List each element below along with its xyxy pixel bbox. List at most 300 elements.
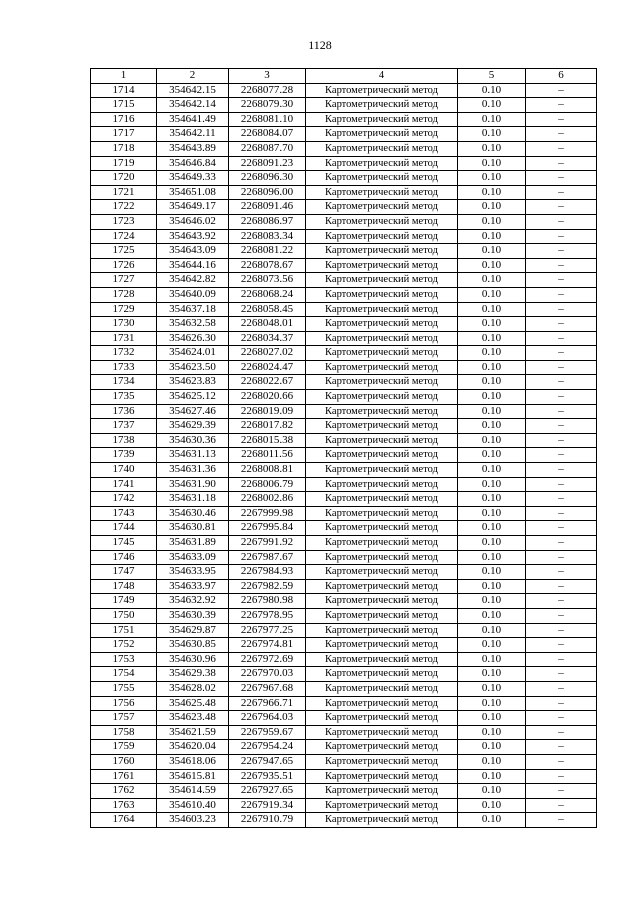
x-coordinate-cell: 354631.18 [157, 492, 229, 507]
method-cell: Картометрический метод [306, 360, 458, 375]
point-number-cell: 1723 [91, 214, 157, 229]
point-number-cell: 1745 [91, 536, 157, 551]
method-cell: Картометрический метод [306, 608, 458, 623]
accuracy-cell: 0.10 [458, 287, 526, 302]
method-cell: Картометрический метод [306, 244, 458, 259]
method-cell: Картометрический метод [306, 98, 458, 113]
accuracy-cell: 0.10 [458, 696, 526, 711]
description-cell: – [526, 521, 597, 536]
table-row [91, 608, 597, 623]
accuracy-cell: 0.10 [458, 141, 526, 156]
x-coordinate-cell: 354623.50 [157, 360, 229, 375]
column-header: 2 [157, 69, 229, 84]
accuracy-cell: 0.10 [458, 273, 526, 288]
table-row [91, 287, 597, 302]
table-row [91, 390, 597, 405]
accuracy-cell: 0.10 [458, 346, 526, 361]
column-header: 1 [91, 69, 157, 84]
point-number-cell: 1749 [91, 594, 157, 609]
accuracy-cell: 0.10 [458, 813, 526, 828]
x-coordinate-cell: 354641.49 [157, 112, 229, 127]
point-number-cell: 1736 [91, 404, 157, 419]
accuracy-cell: 0.10 [458, 477, 526, 492]
x-coordinate-cell: 354633.95 [157, 565, 229, 580]
x-coordinate-cell: 354632.92 [157, 594, 229, 609]
y-coordinate-cell: 2267970.03 [229, 667, 306, 682]
accuracy-cell: 0.10 [458, 404, 526, 419]
table-row [91, 171, 597, 186]
description-cell: – [526, 214, 597, 229]
method-cell: Картометрический метод [306, 550, 458, 565]
table-row [91, 813, 597, 828]
table-row [91, 681, 597, 696]
method-cell: Картометрический метод [306, 141, 458, 156]
x-coordinate-cell: 354630.36 [157, 433, 229, 448]
point-number-cell: 1720 [91, 171, 157, 186]
x-coordinate-cell: 354603.23 [157, 813, 229, 828]
y-coordinate-cell: 2268058.45 [229, 302, 306, 317]
description-cell: – [526, 185, 597, 200]
accuracy-cell: 0.10 [458, 463, 526, 478]
description-cell: – [526, 506, 597, 521]
x-coordinate-cell: 354623.83 [157, 375, 229, 390]
table-row [91, 229, 597, 244]
description-cell: – [526, 594, 597, 609]
method-cell: Картометрический метод [306, 273, 458, 288]
point-number-cell: 1728 [91, 287, 157, 302]
table-row [91, 404, 597, 419]
method-cell: Картометрический метод [306, 156, 458, 171]
accuracy-cell: 0.10 [458, 433, 526, 448]
point-number-cell: 1762 [91, 784, 157, 799]
y-coordinate-cell: 2267974.81 [229, 638, 306, 653]
method-cell: Картометрический метод [306, 433, 458, 448]
table-row [91, 623, 597, 638]
accuracy-cell: 0.10 [458, 652, 526, 667]
y-coordinate-cell: 2268048.01 [229, 317, 306, 332]
point-number-cell: 1727 [91, 273, 157, 288]
table-row [91, 346, 597, 361]
description-cell: – [526, 448, 597, 463]
table-row [91, 141, 597, 156]
y-coordinate-cell: 2267995.84 [229, 521, 306, 536]
method-cell: Картометрический метод [306, 769, 458, 784]
method-cell: Картометрический метод [306, 287, 458, 302]
x-coordinate-cell: 354629.87 [157, 623, 229, 638]
description-cell: – [526, 492, 597, 507]
table-row [91, 492, 597, 507]
accuracy-cell: 0.10 [458, 725, 526, 740]
accuracy-cell: 0.10 [458, 506, 526, 521]
method-cell: Картометрический метод [306, 725, 458, 740]
accuracy-cell: 0.10 [458, 317, 526, 332]
accuracy-cell: 0.10 [458, 390, 526, 405]
y-coordinate-cell: 2267967.68 [229, 681, 306, 696]
method-cell: Картометрический метод [306, 798, 458, 813]
accuracy-cell: 0.10 [458, 740, 526, 755]
description-cell: – [526, 813, 597, 828]
accuracy-cell: 0.10 [458, 302, 526, 317]
accuracy-cell: 0.10 [458, 200, 526, 215]
point-number-cell: 1724 [91, 229, 157, 244]
y-coordinate-cell: 2268086.97 [229, 214, 306, 229]
table-row [91, 667, 597, 682]
point-number-cell: 1717 [91, 127, 157, 142]
table-row [91, 798, 597, 813]
table-row [91, 317, 597, 332]
accuracy-cell: 0.10 [458, 419, 526, 434]
accuracy-cell: 0.10 [458, 244, 526, 259]
description-cell: – [526, 273, 597, 288]
table-row [91, 550, 597, 565]
y-coordinate-cell: 2268079.30 [229, 98, 306, 113]
y-coordinate-cell: 2268083.34 [229, 229, 306, 244]
accuracy-cell: 0.10 [458, 448, 526, 463]
accuracy-cell: 0.10 [458, 171, 526, 186]
method-cell: Картометрический метод [306, 375, 458, 390]
method-cell: Картометрический метод [306, 404, 458, 419]
table-row [91, 579, 597, 594]
x-coordinate-cell: 354615.81 [157, 769, 229, 784]
accuracy-cell: 0.10 [458, 229, 526, 244]
point-number-cell: 1743 [91, 506, 157, 521]
x-coordinate-cell: 354643.09 [157, 244, 229, 259]
y-coordinate-cell: 2268077.28 [229, 83, 306, 98]
x-coordinate-cell: 354630.46 [157, 506, 229, 521]
accuracy-cell: 0.10 [458, 608, 526, 623]
x-coordinate-cell: 354625.12 [157, 390, 229, 405]
y-coordinate-cell: 2268006.79 [229, 477, 306, 492]
y-coordinate-cell: 2268081.22 [229, 244, 306, 259]
description-cell: – [526, 419, 597, 434]
y-coordinate-cell: 2268096.00 [229, 185, 306, 200]
method-cell: Картометрический метод [306, 448, 458, 463]
accuracy-cell: 0.10 [458, 521, 526, 536]
accuracy-cell: 0.10 [458, 331, 526, 346]
method-cell: Картометрический метод [306, 214, 458, 229]
description-cell: – [526, 112, 597, 127]
method-cell: Картометрический метод [306, 667, 458, 682]
y-coordinate-cell: 2267910.79 [229, 813, 306, 828]
x-coordinate-cell: 354624.01 [157, 346, 229, 361]
y-coordinate-cell: 2268096.30 [229, 171, 306, 186]
table-row [91, 433, 597, 448]
table-row [91, 477, 597, 492]
point-number-cell: 1729 [91, 302, 157, 317]
point-number-cell: 1763 [91, 798, 157, 813]
method-cell: Картометрический метод [306, 302, 458, 317]
point-number-cell: 1739 [91, 448, 157, 463]
x-coordinate-cell: 354630.39 [157, 608, 229, 623]
description-cell: – [526, 623, 597, 638]
accuracy-cell: 0.10 [458, 565, 526, 580]
point-number-cell: 1721 [91, 185, 157, 200]
x-coordinate-cell: 354642.82 [157, 273, 229, 288]
point-number-cell: 1741 [91, 477, 157, 492]
description-cell: – [526, 127, 597, 142]
accuracy-cell: 0.10 [458, 550, 526, 565]
y-coordinate-cell: 2268015.38 [229, 433, 306, 448]
table-row [91, 273, 597, 288]
method-cell: Картометрический метод [306, 346, 458, 361]
method-cell: Картометрический метод [306, 419, 458, 434]
accuracy-cell: 0.10 [458, 83, 526, 98]
accuracy-cell: 0.10 [458, 492, 526, 507]
point-number-cell: 1730 [91, 317, 157, 332]
point-number-cell: 1738 [91, 433, 157, 448]
x-coordinate-cell: 354629.38 [157, 667, 229, 682]
point-number-cell: 1733 [91, 360, 157, 375]
x-coordinate-cell: 354621.59 [157, 725, 229, 740]
description-cell: – [526, 463, 597, 478]
method-cell: Картометрический метод [306, 83, 458, 98]
x-coordinate-cell: 354633.09 [157, 550, 229, 565]
description-cell: – [526, 477, 597, 492]
y-coordinate-cell: 2267978.95 [229, 608, 306, 623]
x-coordinate-cell: 354630.96 [157, 652, 229, 667]
method-cell: Картометрический метод [306, 521, 458, 536]
table-row [91, 83, 597, 98]
description-cell: – [526, 798, 597, 813]
method-cell: Картометрический метод [306, 696, 458, 711]
accuracy-cell: 0.10 [458, 360, 526, 375]
description-cell: – [526, 404, 597, 419]
description-cell: – [526, 258, 597, 273]
table-row [91, 521, 597, 536]
y-coordinate-cell: 2267964.03 [229, 711, 306, 726]
point-number-cell: 1761 [91, 769, 157, 784]
point-number-cell: 1764 [91, 813, 157, 828]
description-cell: – [526, 652, 597, 667]
accuracy-cell: 0.10 [458, 185, 526, 200]
table-row [91, 784, 597, 799]
point-number-cell: 1750 [91, 608, 157, 623]
table-header-row [91, 69, 597, 84]
accuracy-cell: 0.10 [458, 784, 526, 799]
point-number-cell: 1735 [91, 390, 157, 405]
method-cell: Картометрический метод [306, 200, 458, 215]
x-coordinate-cell: 354642.15 [157, 83, 229, 98]
point-number-cell: 1752 [91, 638, 157, 653]
y-coordinate-cell: 2267982.59 [229, 579, 306, 594]
accuracy-cell: 0.10 [458, 98, 526, 113]
y-coordinate-cell: 2268017.82 [229, 419, 306, 434]
description-cell: – [526, 550, 597, 565]
point-number-cell: 1759 [91, 740, 157, 755]
x-coordinate-cell: 354626.30 [157, 331, 229, 346]
y-coordinate-cell: 2267977.25 [229, 623, 306, 638]
method-cell: Картометрический метод [306, 185, 458, 200]
description-cell: – [526, 769, 597, 784]
description-cell: – [526, 696, 597, 711]
point-number-cell: 1737 [91, 419, 157, 434]
y-coordinate-cell: 2268019.09 [229, 404, 306, 419]
description-cell: – [526, 565, 597, 580]
y-coordinate-cell: 2268020.66 [229, 390, 306, 405]
point-number-cell: 1753 [91, 652, 157, 667]
x-coordinate-cell: 354620.04 [157, 740, 229, 755]
table-row [91, 463, 597, 478]
x-coordinate-cell: 354630.81 [157, 521, 229, 536]
point-number-cell: 1758 [91, 725, 157, 740]
y-coordinate-cell: 2268034.37 [229, 331, 306, 346]
method-cell: Картометрический метод [306, 740, 458, 755]
point-number-cell: 1715 [91, 98, 157, 113]
description-cell: – [526, 638, 597, 653]
table-row [91, 638, 597, 653]
x-coordinate-cell: 354646.02 [157, 214, 229, 229]
x-coordinate-cell: 354651.08 [157, 185, 229, 200]
method-cell: Картометрический метод [306, 390, 458, 405]
table-row [91, 419, 597, 434]
point-number-cell: 1754 [91, 667, 157, 682]
accuracy-cell: 0.10 [458, 681, 526, 696]
y-coordinate-cell: 2268008.81 [229, 463, 306, 478]
accuracy-cell: 0.10 [458, 798, 526, 813]
point-number-cell: 1734 [91, 375, 157, 390]
description-cell: – [526, 302, 597, 317]
column-header: 5 [458, 69, 526, 84]
x-coordinate-cell: 354649.33 [157, 171, 229, 186]
table-row [91, 98, 597, 113]
method-cell: Картометрический метод [306, 463, 458, 478]
y-coordinate-cell: 2268091.46 [229, 200, 306, 215]
table-row [91, 740, 597, 755]
point-number-cell: 1722 [91, 200, 157, 215]
x-coordinate-cell: 354643.92 [157, 229, 229, 244]
point-number-cell: 1760 [91, 754, 157, 769]
x-coordinate-cell: 354631.13 [157, 448, 229, 463]
x-coordinate-cell: 354610.40 [157, 798, 229, 813]
table-row [91, 594, 597, 609]
table-row [91, 302, 597, 317]
x-coordinate-cell: 354643.89 [157, 141, 229, 156]
y-coordinate-cell: 2268073.56 [229, 273, 306, 288]
description-cell: – [526, 725, 597, 740]
y-coordinate-cell: 2267927.65 [229, 784, 306, 799]
y-coordinate-cell: 2268081.10 [229, 112, 306, 127]
method-cell: Картометрический метод [306, 754, 458, 769]
description-cell: – [526, 156, 597, 171]
accuracy-cell: 0.10 [458, 594, 526, 609]
column-header: 3 [229, 69, 306, 84]
point-number-cell: 1744 [91, 521, 157, 536]
table-row [91, 754, 597, 769]
x-coordinate-cell: 354628.02 [157, 681, 229, 696]
x-coordinate-cell: 354633.97 [157, 579, 229, 594]
y-coordinate-cell: 2267919.34 [229, 798, 306, 813]
column-header: 4 [306, 69, 458, 84]
point-number-cell: 1718 [91, 141, 157, 156]
point-number-cell: 1756 [91, 696, 157, 711]
accuracy-cell: 0.10 [458, 667, 526, 682]
description-cell: – [526, 579, 597, 594]
description-cell: – [526, 754, 597, 769]
y-coordinate-cell: 2267959.67 [229, 725, 306, 740]
x-coordinate-cell: 354644.16 [157, 258, 229, 273]
x-coordinate-cell: 354630.85 [157, 638, 229, 653]
page-number: 1128 [308, 38, 332, 52]
method-cell: Картометрический метод [306, 623, 458, 638]
table-row [91, 360, 597, 375]
table-row [91, 725, 597, 740]
method-cell: Картометрический метод [306, 506, 458, 521]
description-cell: – [526, 287, 597, 302]
y-coordinate-cell: 2267947.65 [229, 754, 306, 769]
table-row [91, 214, 597, 229]
description-cell: – [526, 681, 597, 696]
table-row [91, 696, 597, 711]
x-coordinate-cell: 354637.18 [157, 302, 229, 317]
table-row [91, 375, 597, 390]
y-coordinate-cell: 2268011.56 [229, 448, 306, 463]
x-coordinate-cell: 354614.59 [157, 784, 229, 799]
accuracy-cell: 0.10 [458, 112, 526, 127]
point-number-cell: 1716 [91, 112, 157, 127]
table-row [91, 331, 597, 346]
point-number-cell: 1746 [91, 550, 157, 565]
method-cell: Картометрический метод [306, 331, 458, 346]
accuracy-cell: 0.10 [458, 623, 526, 638]
method-cell: Картометрический метод [306, 112, 458, 127]
point-number-cell: 1719 [91, 156, 157, 171]
method-cell: Картометрический метод [306, 229, 458, 244]
table-row [91, 200, 597, 215]
accuracy-cell: 0.10 [458, 579, 526, 594]
method-cell: Картометрический метод [306, 711, 458, 726]
y-coordinate-cell: 2267935.51 [229, 769, 306, 784]
x-coordinate-cell: 354618.06 [157, 754, 229, 769]
table-row [91, 185, 597, 200]
table-row [91, 652, 597, 667]
description-cell: – [526, 98, 597, 113]
description-cell: – [526, 229, 597, 244]
method-cell: Картометрический метод [306, 652, 458, 667]
method-cell: Картометрический метод [306, 536, 458, 551]
point-number-cell: 1751 [91, 623, 157, 638]
y-coordinate-cell: 2267972.69 [229, 652, 306, 667]
point-number-cell: 1748 [91, 579, 157, 594]
table-row [91, 769, 597, 784]
table-row [91, 536, 597, 551]
y-coordinate-cell: 2268027.02 [229, 346, 306, 361]
method-cell: Картометрический метод [306, 477, 458, 492]
method-cell: Картометрический метод [306, 492, 458, 507]
description-cell: – [526, 711, 597, 726]
y-coordinate-cell: 2268078.67 [229, 258, 306, 273]
table-row [91, 156, 597, 171]
accuracy-cell: 0.10 [458, 375, 526, 390]
y-coordinate-cell: 2267984.93 [229, 565, 306, 580]
table-body [91, 83, 597, 827]
method-cell: Картометрический метод [306, 127, 458, 142]
coordinates-table [90, 68, 597, 828]
description-cell: – [526, 317, 597, 332]
description-cell: – [526, 83, 597, 98]
description-cell: – [526, 141, 597, 156]
y-coordinate-cell: 2268024.47 [229, 360, 306, 375]
accuracy-cell: 0.10 [458, 769, 526, 784]
point-number-cell: 1747 [91, 565, 157, 580]
y-coordinate-cell: 2268002.86 [229, 492, 306, 507]
x-coordinate-cell: 354642.11 [157, 127, 229, 142]
method-cell: Картометрический метод [306, 579, 458, 594]
x-coordinate-cell: 354649.17 [157, 200, 229, 215]
accuracy-cell: 0.10 [458, 214, 526, 229]
x-coordinate-cell: 354632.58 [157, 317, 229, 332]
x-coordinate-cell: 354646.84 [157, 156, 229, 171]
table-row [91, 711, 597, 726]
